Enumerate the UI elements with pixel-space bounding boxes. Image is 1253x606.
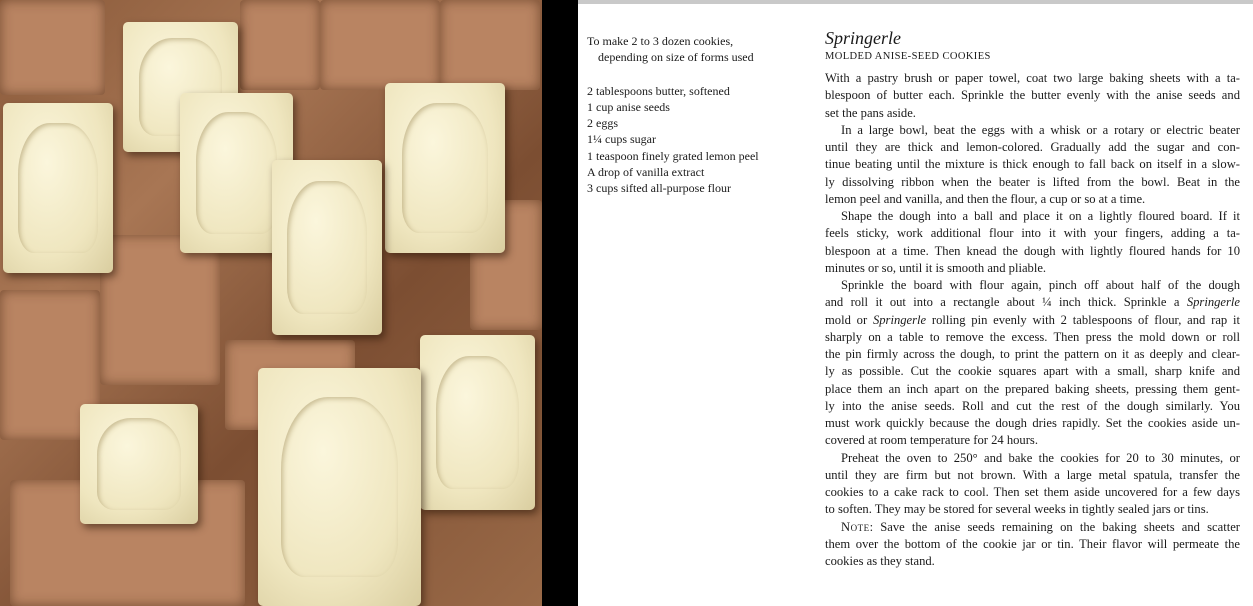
paragraph [825,122,1240,208]
cookie-santa [385,83,505,253]
recipe-subtitle: MOLDED ANISE-SEED COOKIES [825,51,991,62]
text-line: cookies to a cake rack to cool. Then set them aside uncovered for a few days [825,485,1240,499]
text-line: ly dissolving ribbon when the beater is lifted from the bowl. Beat in the [825,174,1240,189]
ingredient-item: A drop of vanilla extract [587,165,705,180]
text-line: minutes or so, until it is smooth and pliable. [825,260,1047,275]
cookie-cherries [80,404,198,524]
ingredient-item: 2 tablespoons butter, softened [587,83,730,98]
text-line: covered at room temperature for 24 hours. [825,433,1038,448]
text-line: them over the bottom of the cookie jar or tin. Their flavor will permeate the [825,536,1240,551]
text-segment: : Save the anise seeds remaining on the baking sheets and scatter [869,519,1240,534]
paragraph [825,208,1240,277]
cookie-figure [272,160,382,335]
text-line [825,312,1240,329]
text-line: With a pastry brush or paper towel, coat two large baking sheets with a ta- [825,71,1240,85]
italic-term: Springerle [1186,295,1240,310]
cookie-dwarf [420,335,535,510]
yield-line: depending on size of forms used [598,50,754,65]
ingredient-item: 1 teaspoon finely grated lemon peel [587,148,759,163]
paragraph [825,70,1240,122]
paragraph [825,277,1240,450]
text-line: lemon peel and vanilla, and then the flour, a cup or so at a time. [825,191,1146,206]
text-line: In a large bowl, beat the eggs with a whisk or a rotary or electric beater [841,122,1240,137]
text-segment: mold or [825,312,873,327]
ingredient-item: 1 cup anise seeds [587,99,670,114]
ingredient-item: 1¼ cups sugar [587,132,656,147]
text-line: cookies as they stand. [825,554,935,568]
text-line: must work quickly because the dough dries rapidly. Set the cookies aside un- [825,416,1240,430]
ingredient-item: 3 cups sifted all-purpose flour [587,181,731,196]
text-line: until they are thick and lemon-colored. Gradually add the sugar and con- [825,140,1240,154]
wooden-mold [240,0,320,90]
text-line: until they are firm but not brown. With a large metal spatula, transfer the [825,467,1240,482]
text-line: Preheat the oven to 250° and bake the cookies for 20 to 30 minutes, or [841,450,1240,465]
italic-term: Springerle [872,312,927,327]
text-line: blespoon at a time. Then knead the dough with lightly floured hands for 10 [825,243,1240,258]
wooden-mold [0,0,105,95]
text-line: feels sticky, work additional flour into it with your fingers, adding a ta- [825,226,1240,241]
text-line [825,519,1240,536]
recipe-title: Springerle [825,28,901,48]
wooden-mold [320,0,440,90]
note-label: Note [841,519,870,534]
cookie-jester [258,368,421,606]
ingredient-item: 2 eggs [587,116,618,131]
text-segment: rolling pin evenly with 2 tablespoons of flour, and rap it [926,312,1240,327]
text-line: ly as possible. Cut the cookie squares apart with a small, sharp knife and [825,364,1240,379]
text-line: the pin firmly across the dough, to print the pattern on it as deeply and clear- [825,347,1240,361]
wooden-mold [440,0,540,90]
text-segment: and roll it out into a rectangle about ¼ inch thick. Sprinkle a [825,295,1187,310]
recipe-instructions [825,70,1240,570]
text-line: place them an inch apart on the prepared baking sheets, pressing them gent- [825,381,1240,396]
text-line: ly into the anise seeds. Roll and cut the rest of the dough similarly. You [825,398,1240,413]
text-line: Shape the dough into a ball and place it on a lightly floured board. If it [841,209,1240,223]
text-line: tinue beating until the mixture is thick enough to fall back on itself in a slow- [825,157,1240,172]
text-line: blespoon of butter each. Sprinkle the butter evenly with the anise seeds and [825,88,1240,103]
ingredients-list [587,33,807,197]
cookie-molds-photo [0,0,542,606]
paragraph [825,450,1240,519]
paragraph [825,519,1240,571]
cookie-figure [3,103,113,273]
text-line: set the pans aside. [825,105,916,120]
page-edge [578,0,1253,4]
yield-line: To make 2 to 3 dozen cookies, [587,34,734,48]
text-line: sharply on a table to remove the excess. Then press the mold down or roll [825,329,1240,344]
text-line [825,294,1240,311]
text-line: to soften. They may be stored for several weeks in tightly sealed jars or tins. [825,502,1209,517]
wooden-mold [100,235,220,385]
text-line: Sprinkle the board with flour again, pinch off about half of the dough [841,278,1240,292]
book-gutter [542,0,578,606]
